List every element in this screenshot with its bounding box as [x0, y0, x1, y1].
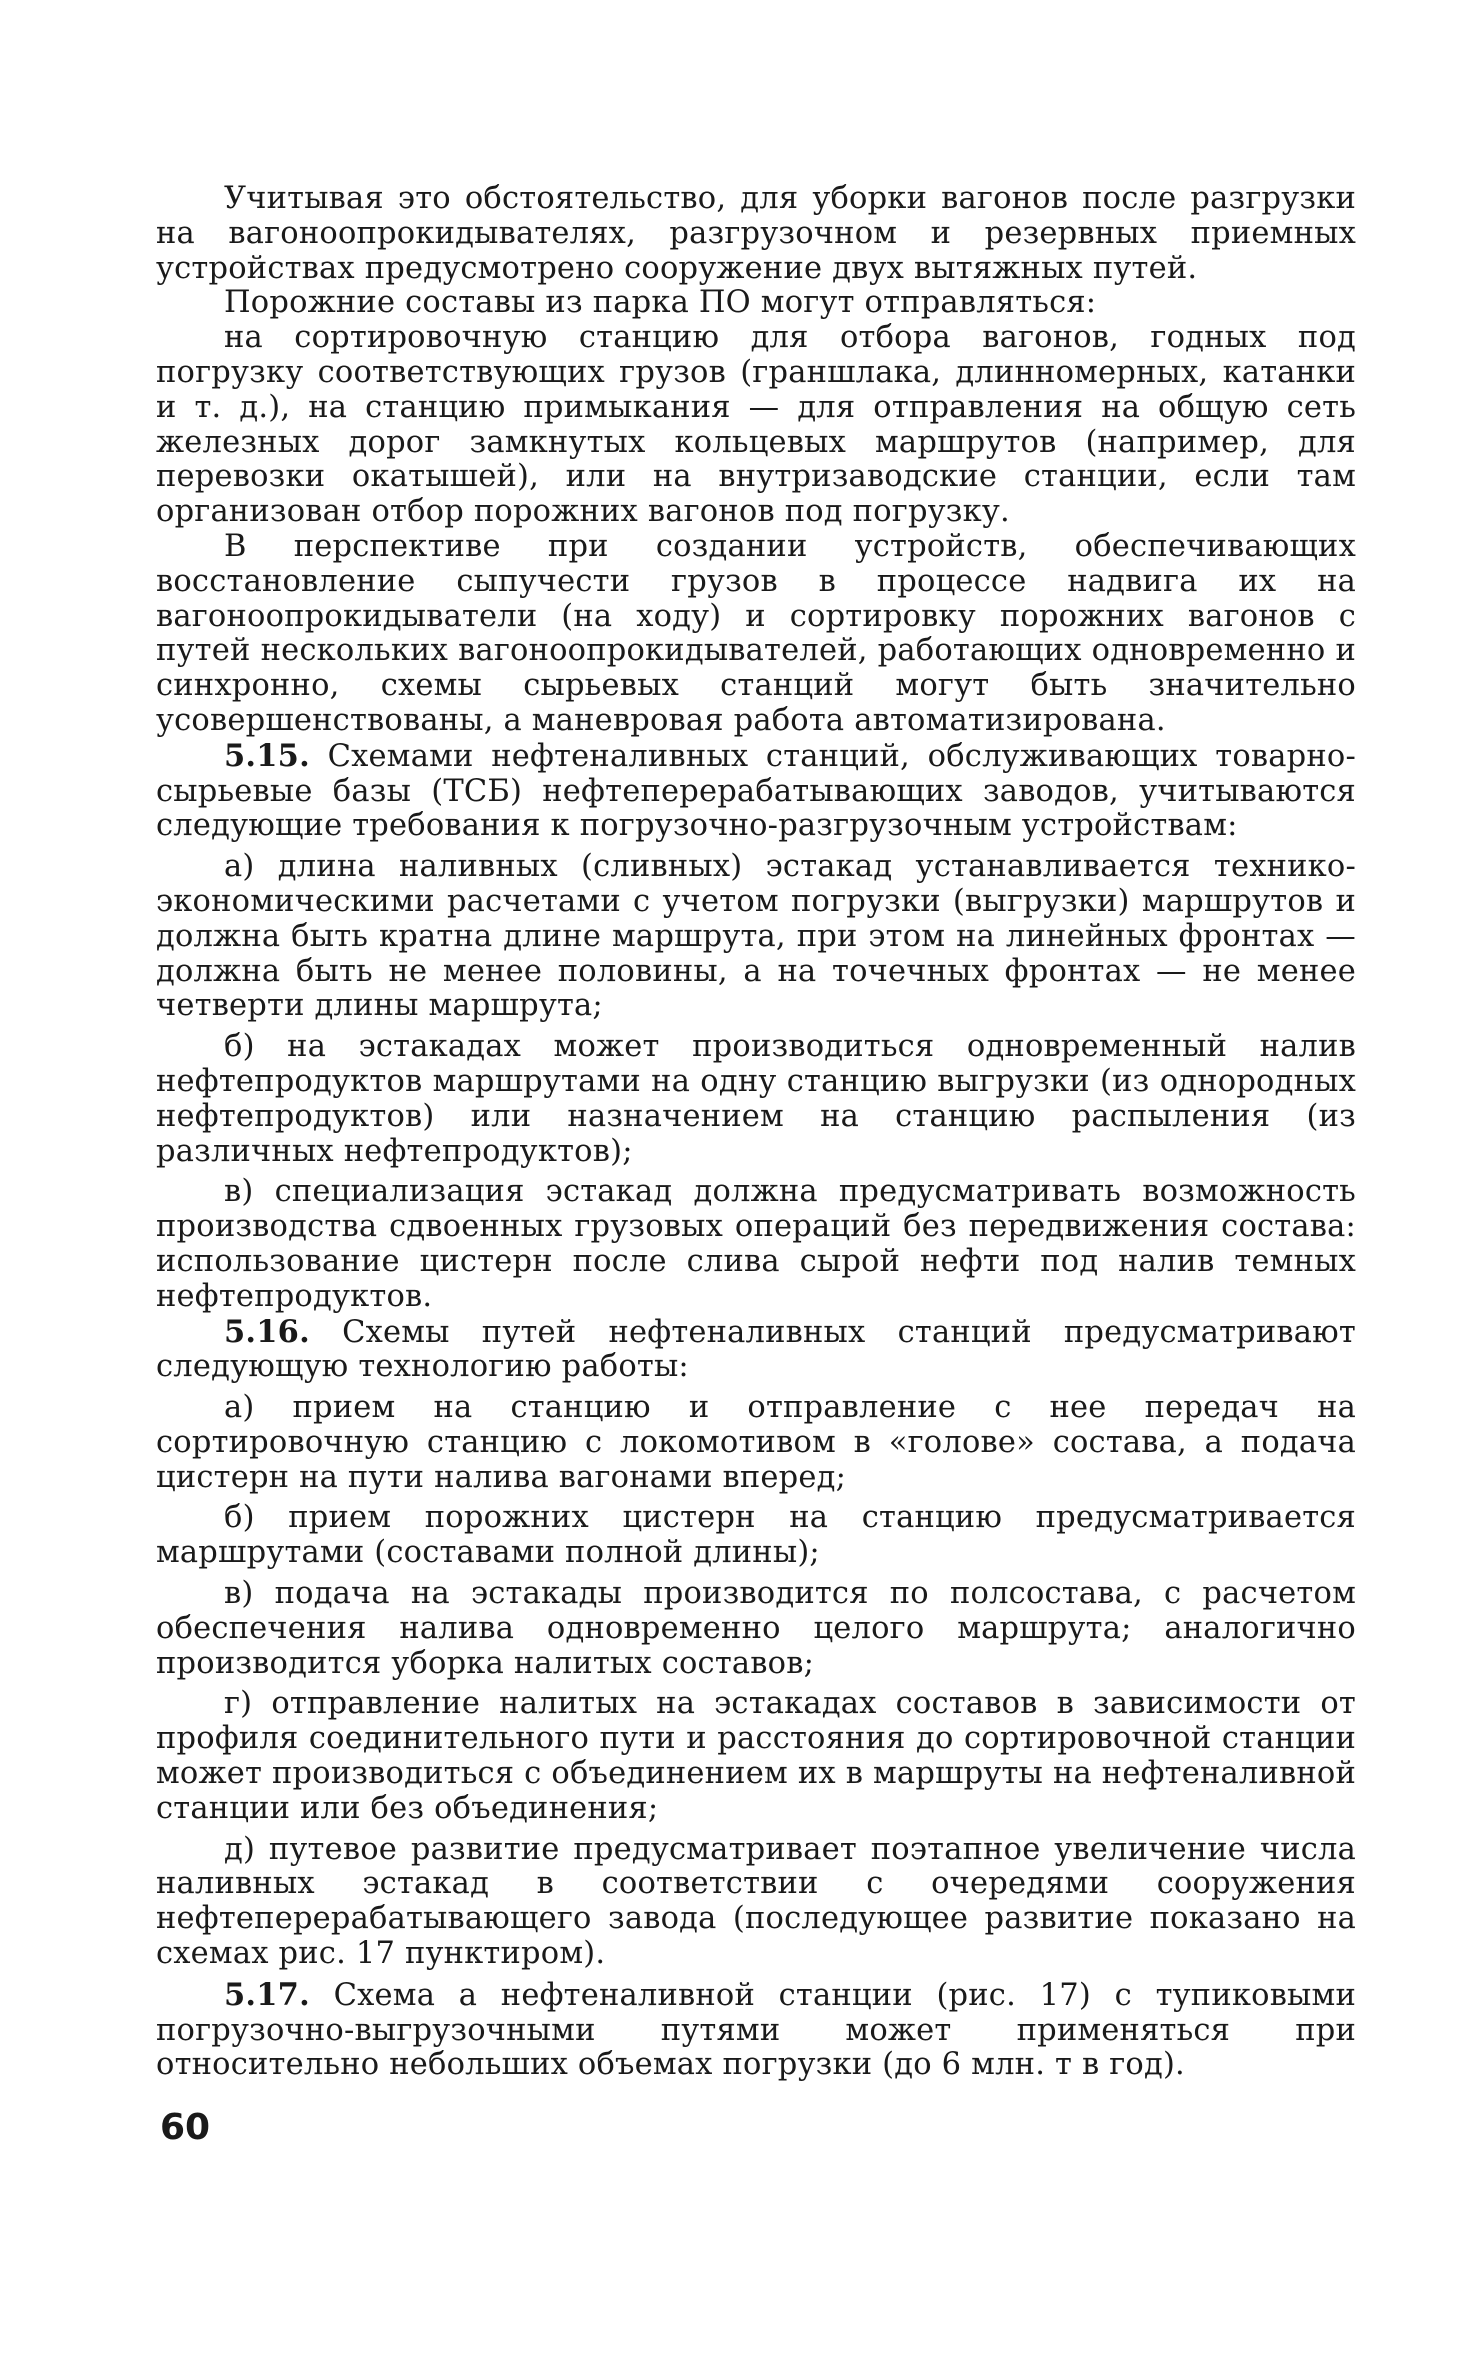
section-text: Схемы путей нефтеналивных станций предусматривают следующую технологию работы: — [156, 1314, 1356, 1385]
list-item: г) отправление налитых на эстакадах составов в зависимости от профиля соединительного пути и расстояния до сортировочной станции может производиться с объединением их в маршруты на нефтеналивной станции или без объединения; — [156, 1686, 1356, 1826]
list-item: б) на эстакадах может производиться одновременный налив нефтепродуктов маршрутами на одну станцию выгрузки (из однородных нефтепродуктов) или назначением на станцию распыления (из различных нефтепродуктов); — [156, 1029, 1356, 1169]
section-5-17 — [156, 1978, 1356, 2083]
page-number: 60 — [160, 2107, 211, 2148]
paragraph: Порожние составы из парка ПО могут отправляться: — [224, 285, 1097, 321]
list-item: в) специализация эстакад должна предусматривать возможность производства сдвоенных грузовых операций без передвижения состава: использование цистерн после слива сырой нефти под налив темных нефтепродуктов. — [156, 1174, 1356, 1314]
section-number: 5.17. — [224, 1976, 310, 2013]
list-item: в) подача на эстакады производится по полсостава, с расчетом обеспечения налива одновременно целого маршрута; аналогично производится уборка налитых составов; — [156, 1576, 1356, 1681]
paragraph: на сортировочную станцию для отбора вагонов, годных под погрузку соответствующих грузов (граншлака, длинномерных, катанки и т. д.), на станцию примыкания — для отправления на общую сеть железных дорог замкнутых кольцевых маршрутов (например, для перевозки окатышей), или на внутризаводские станции, если там организован отбор порожних вагонов под погрузку. — [156, 320, 1356, 530]
section-5-15 — [156, 739, 1356, 844]
section-number: 5.16. — [224, 1313, 310, 1350]
section-5-16 — [156, 1315, 1356, 1386]
section-text: Схема а нефтеналивной станции (рис. 17) с тупиковыми погрузочно-выгрузочными путями может применяться при относительно небольших объемах погрузки (до 6 млн. т в год). — [156, 1977, 1356, 2083]
text-column — [156, 182, 1356, 2083]
list-item: а) длина наливных (сливных) эстакад устанавливается технико-экономическими расчетами с учетом погрузки (выгрузки) маршрутов и должна быть кратна длине маршрута, при этом на линейных фронтах — должна быть не менее половины, а на точечных фронтах — не менее четверти длины маршрута; — [156, 849, 1356, 1024]
section-text: Схемами нефтеналивных станций, обслуживающих товарно-сырьевые базы (ТСБ) нефтеперерабатывающих заводов, учитываются следующие требования к погрузочно-разгрузочным устройствам: — [156, 738, 1356, 844]
paragraph: В перспективе при создании устройств, обеспечивающих восстановление сыпучести грузов в процессе надвига их на вагоноопрокидыватели (на ходу) и сортировку порожних вагонов с путей нескольких вагоноопрокидывателей, работающих одновременно и синхронно, схемы сырьевых станций могут быть значительно усовершенствованы, а маневровая работа автоматизирована. — [156, 528, 1356, 738]
section-number: 5.15. — [224, 737, 310, 774]
list-item: а) прием на станцию и отправление с нее передач на сортировочную станцию с локомотивом в «голове» состава, а подача цистерн на пути налива вагонами вперед; — [156, 1390, 1356, 1495]
paragraph: Учитывая это обстоятельство, для уборки вагонов после разгрузки на вагоноопрокидывателях, разгрузочном и резервных приемных устройствах предусмотрено сооружение двух вытяжных путей. — [156, 181, 1356, 286]
list-item: б) прием порожних цистерн на станцию предусматривается маршрутами (составами полной длины); — [156, 1500, 1356, 1571]
list-item: д) путевое развитие предусматривает поэтапное увеличение числа наливных эстакад в соответствии с очередями сооружения нефтеперерабатывающего завода (последующее развитие показано на схемах рис. 17 пунктиром). — [156, 1831, 1356, 1972]
